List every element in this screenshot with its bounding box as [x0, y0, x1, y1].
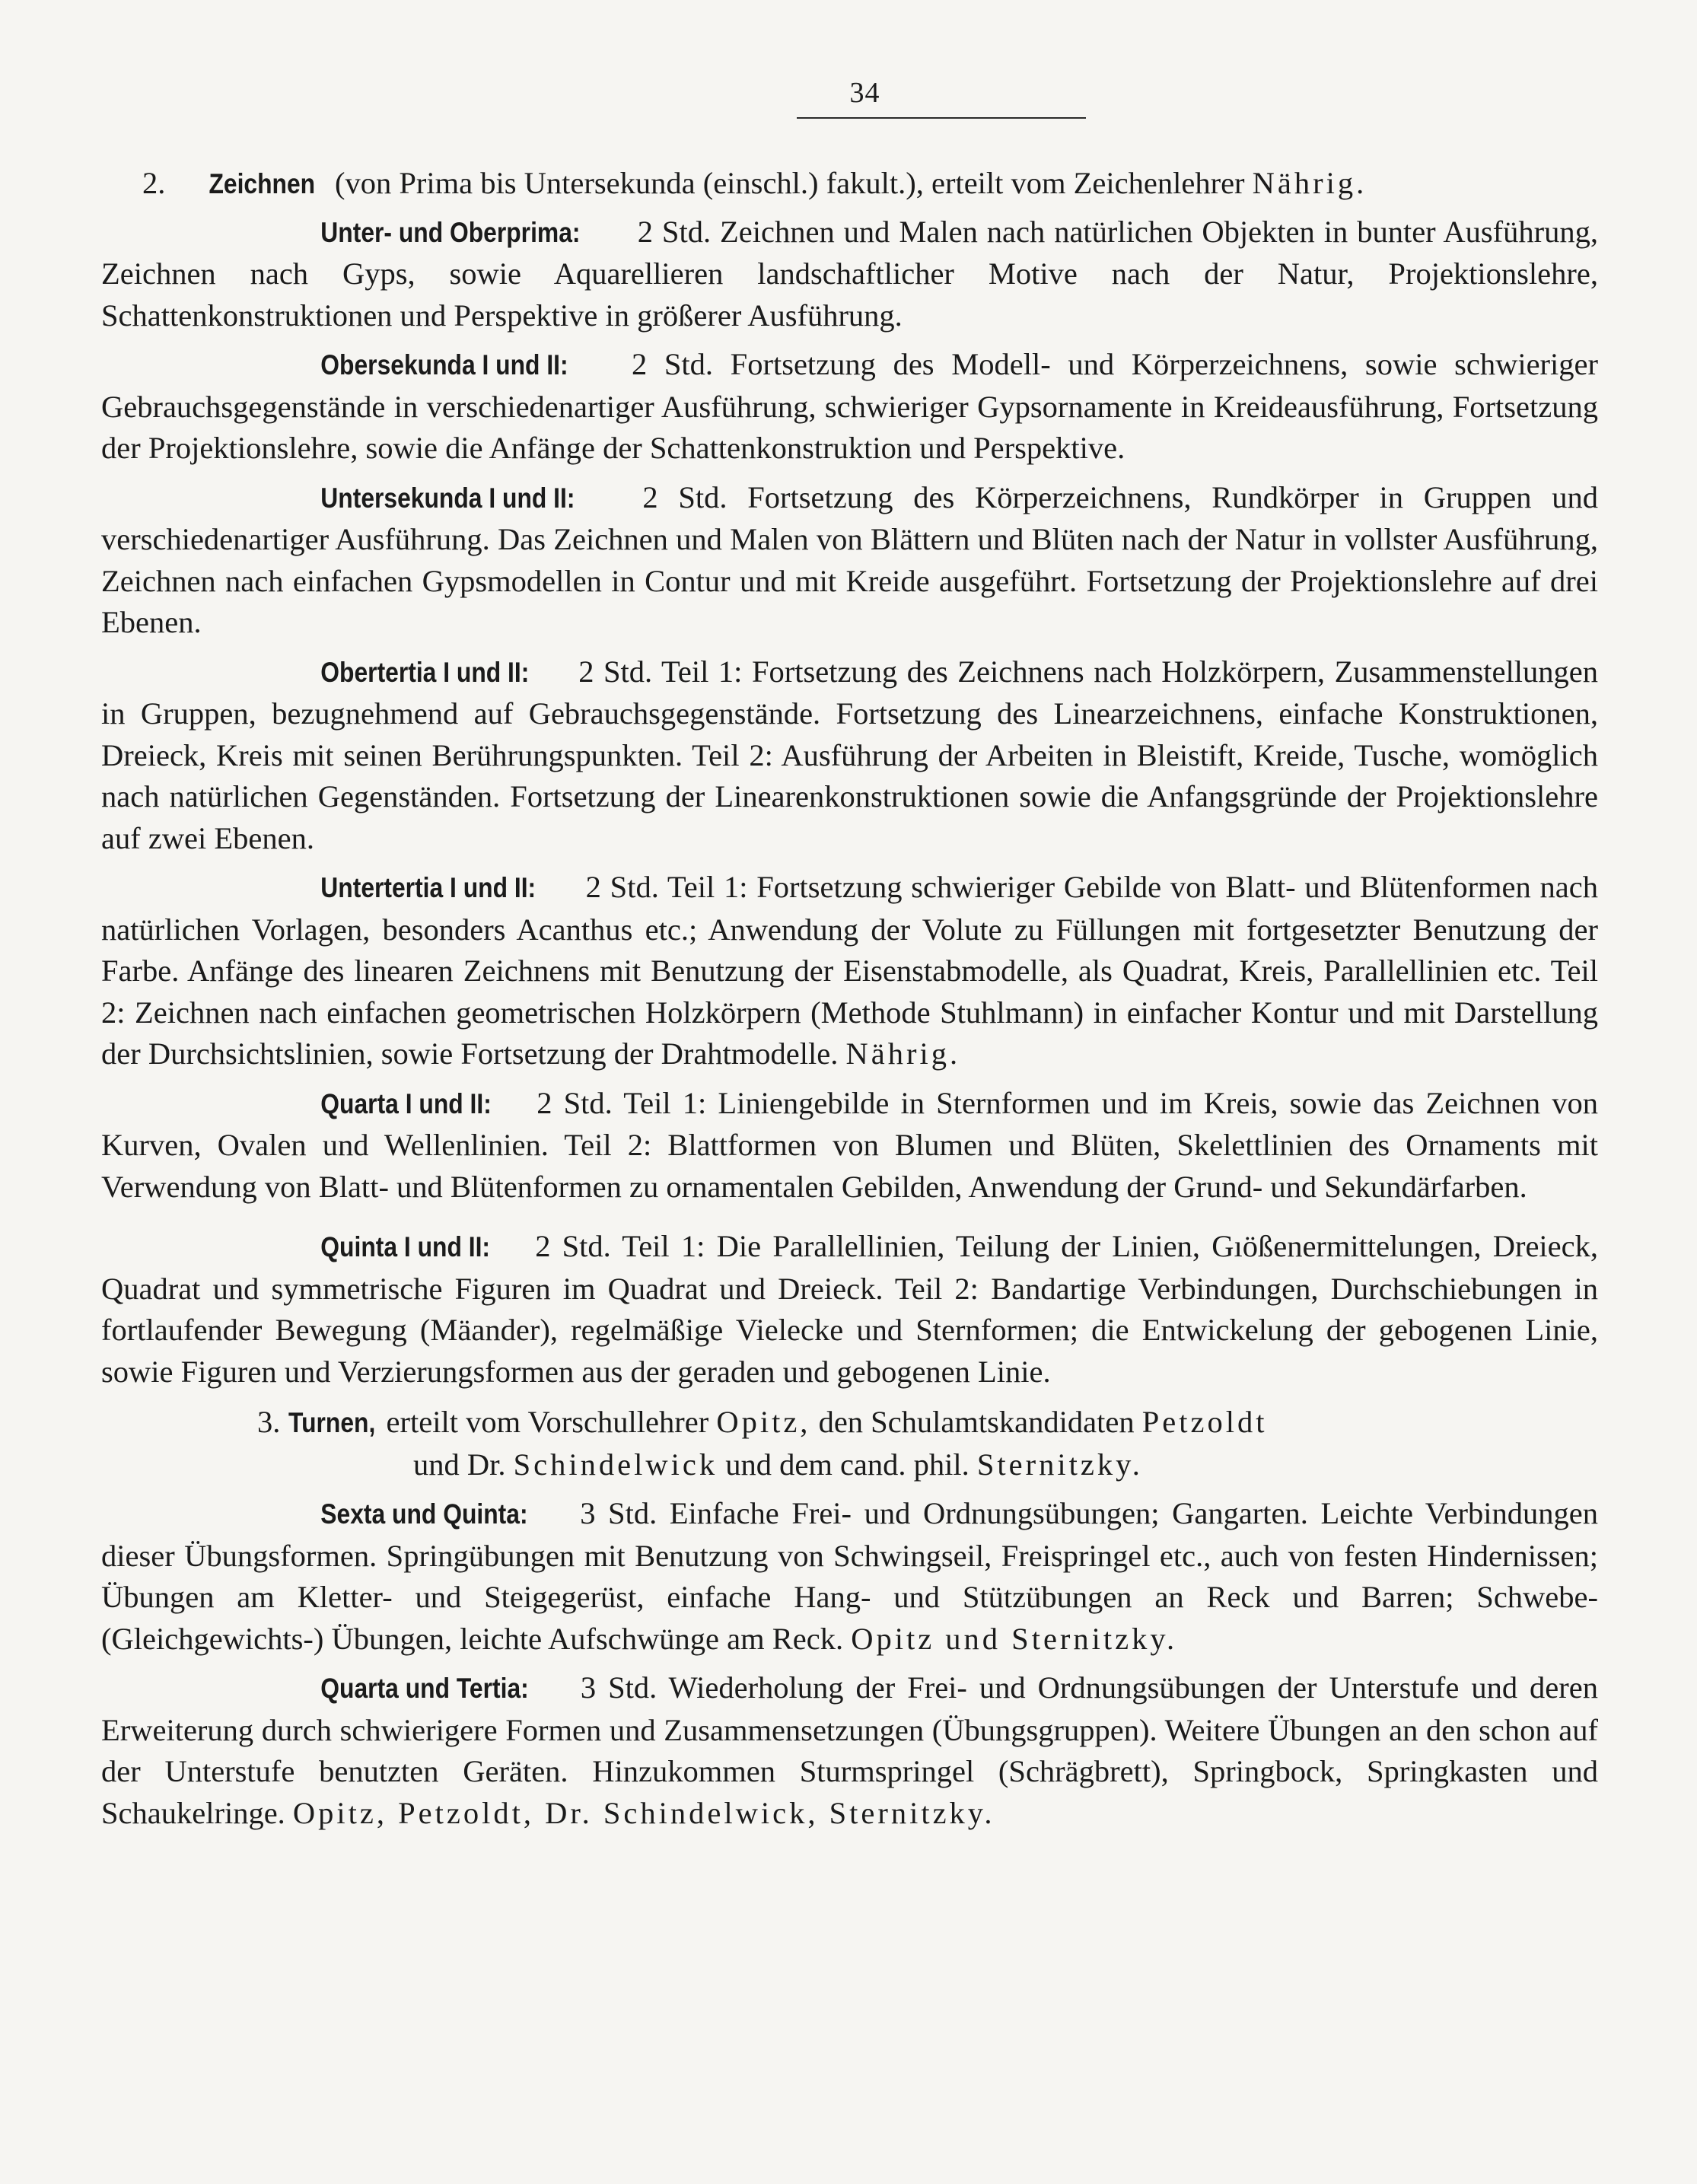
paragraph-obersekunda [101, 344, 1598, 470]
paragraph-text: 3 Std. Einfache Frei- und Ordnungsübungen; Gangarten. Leichte Verbindungen dieser Übungsformen. Springübungen mit Benutzung von Schwingseil, Freispringel etc., auch von festen Hindernissen; Übungen am Kletter- und Steigegerüst, einfache Hang- und Stützübungen an Reck und Barren; Schwebe- (Gleichgewichts-) Übungen, leichte Aufschwünge am Reck. [101, 1496, 1598, 1656]
section-2-text: (von Prima bis Untersekunda (einschl.) fakult.), erteilt vom Zeichenlehrer [326, 166, 1253, 200]
paragraph-quinta [101, 1226, 1598, 1393]
paragraph-label: Quinta I und II: [320, 1231, 491, 1262]
section-3-text: erteilt vom Vorschullehrer [378, 1405, 717, 1439]
section-3-teacher-sternitzky: Sternitzky. [976, 1447, 1143, 1482]
paragraph-text: 3 Std. Wiederholung der Frei- und Ordnungsübungen der Unterstufe und deren Erweiterung durch schwierigere Formen und Zusammensetzungen (Übungsgruppen). Weitere Übungen an den schon auf der Unterstufe benutzten Geräten. Hinzukommen Sturmspringel (Schrägbrett), Springbock, Springkasten und Schaukelringe. [101, 1670, 1598, 1830]
paragraph-label: Untersekunda I und II: [320, 482, 575, 514]
paragraph-label: Untertertia I und II: [320, 872, 536, 903]
paragraph-untersekunda [101, 477, 1598, 644]
paragraph-label: Sexta und Quinta: [320, 1498, 528, 1530]
body-text [101, 163, 1598, 1834]
section-2-heading [101, 163, 1598, 205]
paragraph-teachers: Opitz, Petzoldt, Dr. Schindelwick, Sternitzky. [292, 1795, 995, 1830]
header-rule [797, 117, 1086, 119]
paragraph-text: 2 Std. Teil 1: Fortsetzung des Zeichnens nach Holzkörpern, Zusammenstellungen in Gruppen, bezugnehmend auf Gebrauchsgegenstände. Fortsetzung des Linearzeichnens, einfache Konstruktionen, Dreieck, Kreis mit seinen Berührungspunkten. Teil 2: Ausführung der Arbeiten in Bleistift, Kreide, Tusche, womöglich nach natürlichen Gegenständen. Fortsetzung der Linearenkonstruktionen sowie die Anfangsgründe der Projektionslehre auf zwei Ebenen. [101, 654, 1598, 855]
section-3-teacher-petzoldt: Petzoldt [1141, 1405, 1268, 1439]
paragraph-text: 2 Std. Zeichnen und Malen nach natürlichen Objekten in bunter Ausführung, Zeichnen nach Gyps, sowie Aquarellieren landschaftlicher Motive nach der Natur, Projektionslehre, Schattenkonstruktionen und Perspektive in größerer Ausführung. [101, 214, 1598, 333]
section-3-number: 3. [257, 1405, 281, 1439]
paragraph-label: Quarta I und II: [320, 1087, 492, 1119]
paragraph-label: Unter- und Oberprima: [320, 216, 581, 248]
section-3-teacher-opitz: Opitz, [716, 1405, 811, 1439]
section-3-heading-line-2 [101, 1444, 1598, 1486]
paragraph-untertertia [101, 867, 1598, 1075]
paragraph-label: Obersekunda I und II: [320, 349, 568, 380]
paragraph-text: 2 Std. Teil 1: Liniengebilde in Sternformen und im Kreis, sowie das Zeichnen von Kurven, Ovalen und Wellenlinien. Teil 2: Blattformen von Blumen und Blüten, Skelettlinien des Ornaments mit Verwendung von Blatt- und Blütenformen zu ornamentalen Gebilden, Anwendung der Grund- und Sekundärfarben. [101, 1085, 1598, 1204]
paragraph-obertertia [101, 651, 1598, 860]
paragraph-teacher: Nährig. [845, 1036, 961, 1071]
page-number: 34 [849, 77, 880, 109]
paragraph-teachers: Opitz und Sternitzky. [851, 1621, 1178, 1656]
section-3-text-2: den Schulamtskandidaten [810, 1405, 1142, 1439]
paragraph-unter-und-oberprima [101, 212, 1598, 337]
section-3-text-4: und dem cand. phil. [718, 1447, 977, 1482]
paragraph-label: Obertertia I und II: [320, 656, 530, 688]
paragraph-sexta-und-quinta [101, 1493, 1598, 1660]
paragraph-text: 2 Std. Fortsetzung des Modell- und Körperzeichnens, sowie schwieriger Gebrauchsgegenstände in verschiedenartiger Ausführung, schwieriger Gypsornamente in Kreideausführung, Fortsetzung der Projektionslehre, sowie die Anfänge der Schattenkonstruktion und Perspektive. [101, 347, 1598, 465]
section-3-heading [101, 1402, 1598, 1444]
section-2-teacher: Nährig. [1252, 166, 1367, 200]
paragraph-quarta-und-tertia [101, 1667, 1598, 1834]
section-3-text-3: und Dr. [413, 1447, 514, 1482]
section-2-label: Zeichnen [208, 168, 315, 199]
paragraph-text: 2 Std. Fortsetzung des Körperzeichnens, Rundkörper in Gruppen und verschiedenartiger Ausführung. Das Zeichnen und Malen von Blättern und Blüten nach der Natur in vollster Ausführung, Zeichnen nach einfachen Gypsmodellen in Contur und mit Kreide ausgeführt. Fortsetzung der Projektionslehre auf drei Ebenen. [101, 479, 1598, 639]
section-2-number: 2. [142, 166, 166, 200]
paragraph-quarta [101, 1083, 1598, 1208]
paragraph-text: 2 Std. Teil 1: Fortsetzung schwieriger Gebilde von Blatt- und Blütenformen nach natürlichen Vorlagen, besonders Acanthus etc.; Anwendung der Volute zu Füllungen mit fortgesetzter Benutzung der Farbe. Anfänge des linearen Zeichnens mit Benutzung der Eisenstabmodelle, als Quadrat, Kreis, Parallellinien etc. Teil 2: Zeichnen nach einfachen geometrischen Holzkörpern (Methode Stuhlmann) in einfacher Kontur und mit Darstellung der Durchsichtslinien, sowie Fortsetzung der Drahtmodelle. [101, 870, 1598, 1071]
section-3-label: Turnen, [288, 1407, 375, 1438]
paragraph-text: 2 Std. Teil 1: Die Parallellinien, Teilung der Linien, Gıößenermittelungen, Dreieck, Quadrat und symmetrische Figuren im Quadrat und Dreieck. Teil 2: Bandartige Verbindungen, Durchschiebungen in fortlaufender Bewegung (Mäander), regelmäßige Vielecke und Sternformen; die Entwickelung der gebogenen Linie, sowie Figuren und Verzierungsformen aus der geraden und gebogenen Linie. [101, 1229, 1598, 1389]
section-3-teacher-schindelwick: Schindelwick [513, 1447, 718, 1482]
paragraph-label: Quarta und Tertia: [320, 1673, 529, 1704]
